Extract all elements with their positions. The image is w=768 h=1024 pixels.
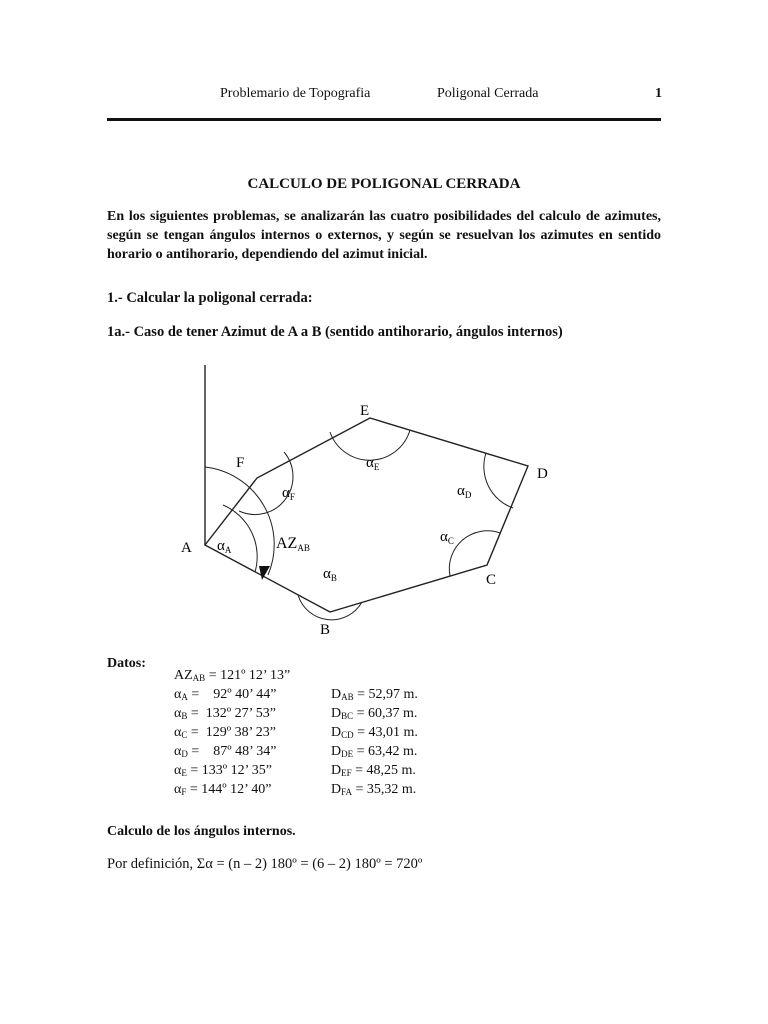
angle-label-b: $\alpha_B$: [323, 566, 337, 583]
case-heading: 1a.- Caso de tener Azimut de A a B (sentido antihorario, ángulos internos): [107, 324, 563, 340]
distance-datum: $D_{EF} = 48,25$ m.: [331, 763, 416, 778]
vertex-label-e: E: [360, 403, 370, 419]
angle-label-c: $\alpha_C$: [440, 529, 454, 546]
vertex-label-f: F: [236, 455, 245, 471]
definition-line: Por definición, Σα = (n – 2) 180º = (6 – 2) 180º = 720º: [107, 856, 423, 872]
datos-label: Datos:: [107, 656, 146, 671]
azimuth-datum: $AZ_{AB}$ = 121º 12’ 13”: [174, 668, 291, 683]
angle-datum: $\alpha_E$ = 133º 12’ 35”: [174, 763, 272, 778]
vertex-label-b: B: [320, 622, 331, 638]
distance-datum: $D_{DE} = 63,42$ m.: [331, 744, 418, 759]
angle-datum: $\alpha_D$ = 87º 48’ 34”: [174, 744, 277, 759]
problem-heading: 1.- Calcular la poligonal cerrada:: [107, 290, 313, 306]
angle-datum: $\alpha_F$ = 144º 12’ 40”: [174, 782, 272, 797]
angle-datum: $\alpha_B$ = 132º 27’ 53”: [174, 706, 276, 721]
distance-datum: $D_{FA} = 35,32$ m.: [331, 782, 417, 797]
document-title: CALCULO DE POLIGONAL CERRADA: [247, 176, 521, 192]
book-title: Problemario de Topografia: [220, 86, 371, 101]
vertex-label-a: A: [181, 540, 192, 556]
angle-arc-d: [484, 453, 513, 508]
distance-datum: $D_{BC} = 60,37$ m.: [331, 706, 418, 721]
intro-paragraph: En los siguientes problemas, se analizarán las cuatro posibilidades del calculo de azimutes, según se tengan ángulos internos o externos, y según se resuelvan los azimutes en sentido horario o antihorario, dependiendo del azimut inicial.: [107, 209, 661, 262]
angle-label-d: $\alpha_D$: [457, 483, 472, 500]
angle-arc-b: [298, 595, 362, 620]
calc-heading: Calculo de los ángulos internos.: [107, 824, 296, 839]
angle-label-a: $\alpha_A$: [217, 538, 232, 555]
angle-arc-f: [239, 452, 293, 515]
angle-label-e: $\alpha_E$: [366, 455, 380, 472]
distance-datum: $D_{CD} = 43,01$ m.: [331, 725, 418, 740]
angle-label-f: $\alpha_F$: [282, 485, 295, 502]
azimuth-label: AZAB: [276, 535, 310, 553]
section-title: Poligonal Cerrada: [437, 86, 539, 101]
vertex-label-d: D: [537, 466, 548, 482]
angle-datum: $\alpha_C$ = 129º 38’ 23”: [174, 725, 276, 740]
distance-datum: $D_{AB} = 52,97$ m.: [331, 687, 418, 702]
vertex-label-c: C: [486, 572, 497, 588]
azimuth-arc: [205, 467, 274, 575]
page-number: 1: [655, 86, 662, 101]
angle-datum: $\alpha_A$ = 92º 40’ 44”: [174, 687, 277, 702]
